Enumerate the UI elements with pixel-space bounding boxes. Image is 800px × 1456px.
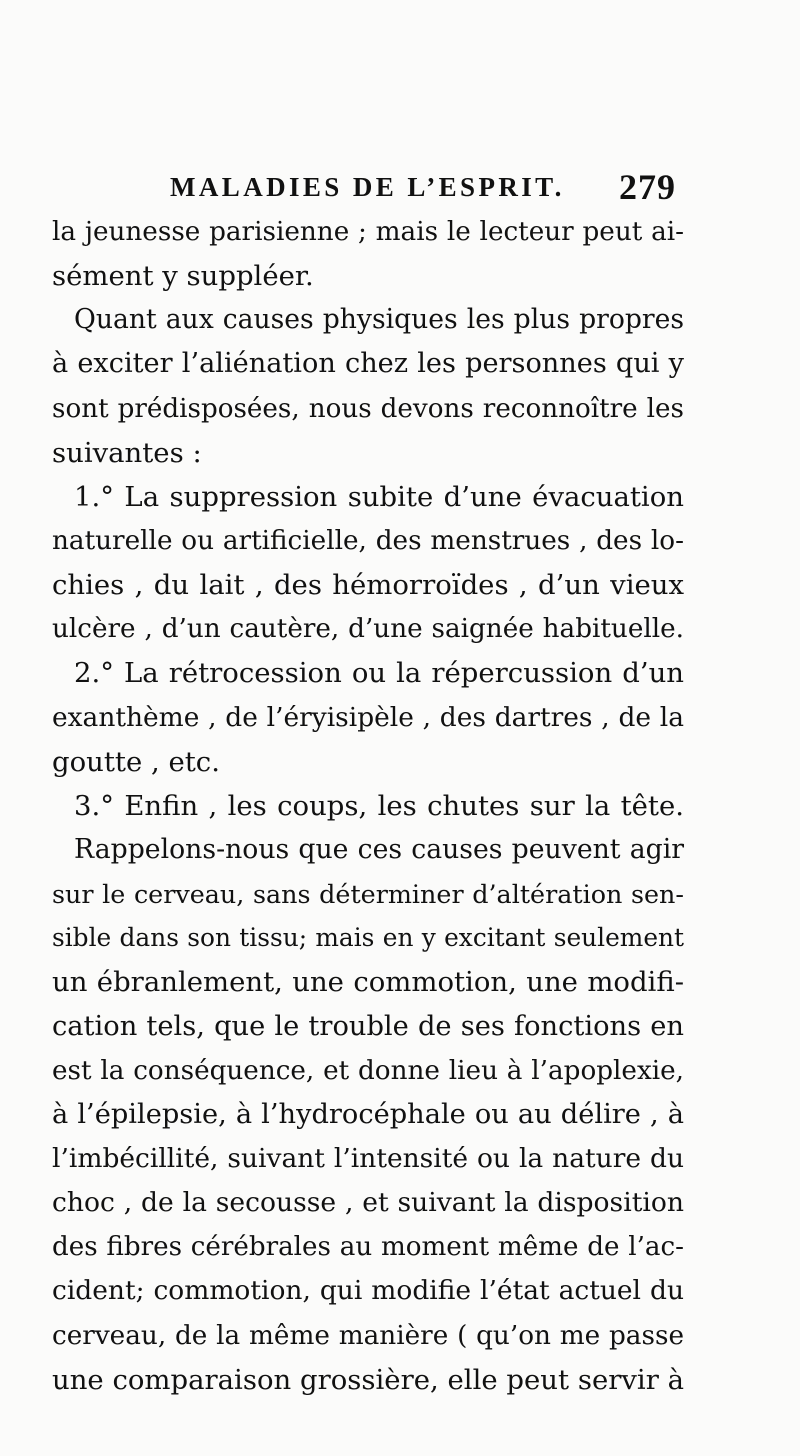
text-line: goutte , etc. [52,745,220,778]
text-line: la jeunesse parisienne ; mais le lecteur peut ai- [52,217,684,247]
text-line: Rappelons-nous que ces causes peuvent agir [74,833,684,865]
running-head [170,166,676,206]
page-number: 279 [619,167,676,207]
text-line: cident; commotion, qui modifie l’état actuel du [52,1275,684,1307]
text-line: 3.° Enfin , les coups, les chutes sur la tête. [74,789,684,822]
text-line: à l’épilepsie, à l’hydrocéphale ou au délire , à [52,1098,684,1130]
text-line: à exciter l’aliénation chez les personnes qui y [52,348,684,380]
body-text [52,210,684,1402]
text-line: 1.° La suppression subite d’une évacuation [74,480,684,513]
text-line: sément y suppléer. [52,260,314,293]
text-line: est la conséquence, et donne lieu à l’apoplexie, [52,1055,684,1086]
text-line: naturelle ou artificielle, des menstrues , des lo- [52,525,684,556]
text-line: cerveau, de la même manière ( qu’on me passe [52,1320,684,1351]
text-line: suivantes : [52,436,202,469]
text-line: sur le cerveau, sans déterminer d’altération sen- [52,879,684,910]
text-line: chies , du lait , des hémorroïdes , d’un vieux [52,569,684,602]
text-line: sont prédisposées, nous devons reconnoître les [52,393,684,424]
text-line: cation tels, que le trouble de ses fonctions en [52,1010,684,1042]
text-line: ulcère , d’un cautère, d’une saignée habituelle. [52,614,684,645]
text-line: 2.° La rétrocession ou la répercussion d’un [74,657,684,690]
text-line: une comparaison grossière, elle peut servir à [52,1363,684,1396]
text-line: sible dans son tissu; mais en y excitant seulement [52,923,684,953]
text-line: Quant aux causes physiques les plus propres [74,304,684,336]
text-line: choc , de la secousse , et suivant la disposition [52,1187,684,1219]
text-line: l’imbécillité, suivant l’intensité ou la nature du [52,1142,684,1174]
text-line: exanthème , de l’éryisipèle , des dartres , de la [52,701,684,733]
running-title: MALADIES DE L’ESPRIT. [170,172,565,202]
text-line: des fibres cérébrales au moment même de l’ac- [52,1232,684,1263]
text-line: un ébranlement, une commotion, une modifi- [52,966,684,999]
